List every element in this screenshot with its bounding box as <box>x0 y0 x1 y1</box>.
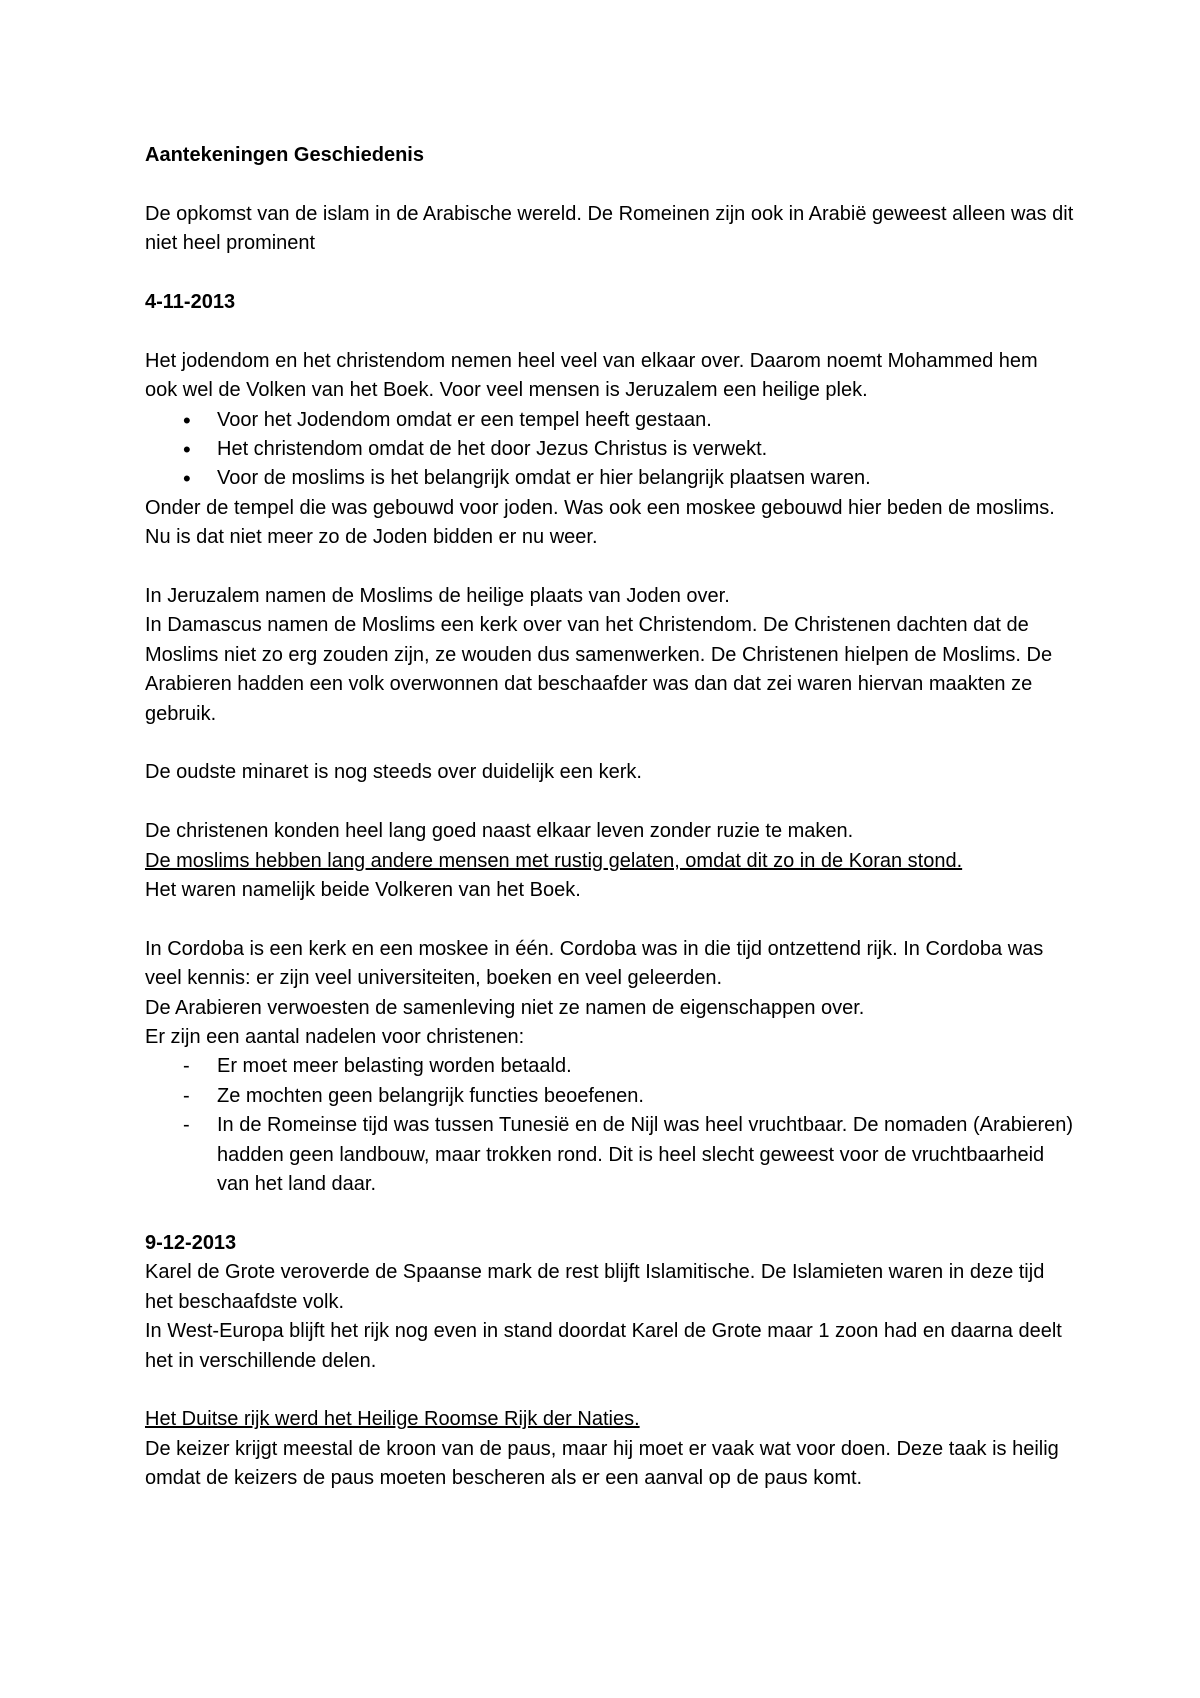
document-body <box>145 141 1075 1494</box>
underlined-paragraph: De moslims hebben lang andere mensen met rustig gelaten, omdat dit zo in de Koran stond. <box>145 849 963 872</box>
bullet-item: • Voor de moslims is het belangrijk omdat er hier belangrijk plaatsen waren. <box>145 464 1075 493</box>
spacer <box>145 170 1075 199</box>
paragraph: Er zijn een aantal nadelen voor christenen: <box>145 1026 525 1049</box>
bullet-list <box>145 406 1075 494</box>
paragraph: Onder de tempel die was gebouwd voor joden. Was ook een moskee gebouwd hier beden de moslims. Nu is dat niet meer zo de Joden bidden er nu weer. <box>145 496 1055 549</box>
spacer <box>145 905 1075 934</box>
spacer <box>145 553 1075 582</box>
dash-item: - Ze mochten geen belangrijk functies beoefenen. <box>145 1082 1075 1111</box>
spacer <box>145 1376 1075 1405</box>
paragraph: De Arabieren verwoesten de samenleving niet ze namen de eigenschappen over. <box>145 996 865 1019</box>
paragraph: In Damascus namen de Moslims een kerk over van het Christendom. De Christenen dachten dat de Moslims niet zo erg zouden zijn, ze wouden dus samenwerken. De Christenen hielpen de Moslims. De Arabieren hadden een volk overwonnen dat beschaafder was dan dat zei waren hiervan maakten ze gebruik. <box>145 614 1053 725</box>
paragraph: In West-Europa blijft het rijk nog even in stand doordat Karel de Grote maar 1 zoon had en daarna deelt het in verschillende delen. <box>145 1320 1062 1372</box>
document-title: Aantekeningen Geschiedenis <box>145 144 424 166</box>
bullet-item: • Het christendom omdat de het door Jezus Christus is verwekt. <box>145 435 1075 464</box>
date-heading-2: 9-12-2013 <box>145 1231 237 1254</box>
spacer <box>145 1200 1075 1229</box>
spacer <box>145 788 1075 817</box>
paragraph: In Jeruzalem namen de Moslims de heilige plaats van Joden over. <box>145 585 730 608</box>
dash-list <box>145 1052 1075 1199</box>
date-heading-1: 4-11-2013 <box>145 291 236 313</box>
paragraph: Het jodendom en het christendom nemen heel veel van elkaar over. Daarom noemt Mohammed hem ook wel de Volken van het Boek. Voor veel mensen is Jeruzalem een heilige plek. <box>145 349 1038 402</box>
dash-item: - In de Romeinse tijd was tussen Tunesië en de Nijl was heel vruchtbaar. De nomaden (Arabieren) hadden geen landbouw, maar trokken rond. Dit is heel slecht geweest voor de vruchtbaarheid van het land daar. <box>145 1111 1075 1199</box>
intro-paragraph: De opkomst van de islam in de Arabische wereld. De Romeinen zijn ook in Arabië geweest alleen was dit niet heel prominent <box>145 202 1074 255</box>
paragraph: In Cordoba is een kerk en een moskee in één. Cordoba was in die tijd ontzettend rijk. In Cordoba was veel kennis: er zijn veel universiteiten, boeken en veel geleerden. <box>145 937 1044 990</box>
paragraph: De oudste minaret is nog steeds over duidelijk een kerk. <box>145 761 642 784</box>
paragraph: De christenen konden heel lang goed naast elkaar leven zonder ruzie te maken. <box>145 820 854 843</box>
spacer <box>145 317 1075 346</box>
dash-item: - Er moet meer belasting worden betaald. <box>145 1052 1075 1081</box>
underlined-paragraph: Het Duitse rijk werd het Heilige Roomse Rijk der Naties. <box>145 1408 640 1431</box>
paragraph: De keizer krijgt meestal de kroon van de paus, maar hij moet er vaak wat voor doen. Deze taak is heilig omdat de keizers de paus moeten bescheren als er een aanval op de paus komt. <box>145 1437 1059 1490</box>
spacer <box>145 259 1075 288</box>
bullet-item: • Voor het Jodendom omdat er een tempel heeft gestaan. <box>145 406 1075 435</box>
paragraph: Het waren namelijk beide Volkeren van het Boek. <box>145 879 581 902</box>
spacer <box>145 729 1075 758</box>
paragraph: Karel de Grote veroverde de Spaanse mark de rest blijft Islamitische. De Islamieten waren in deze tijd het beschaafdste volk. <box>145 1261 1045 1313</box>
